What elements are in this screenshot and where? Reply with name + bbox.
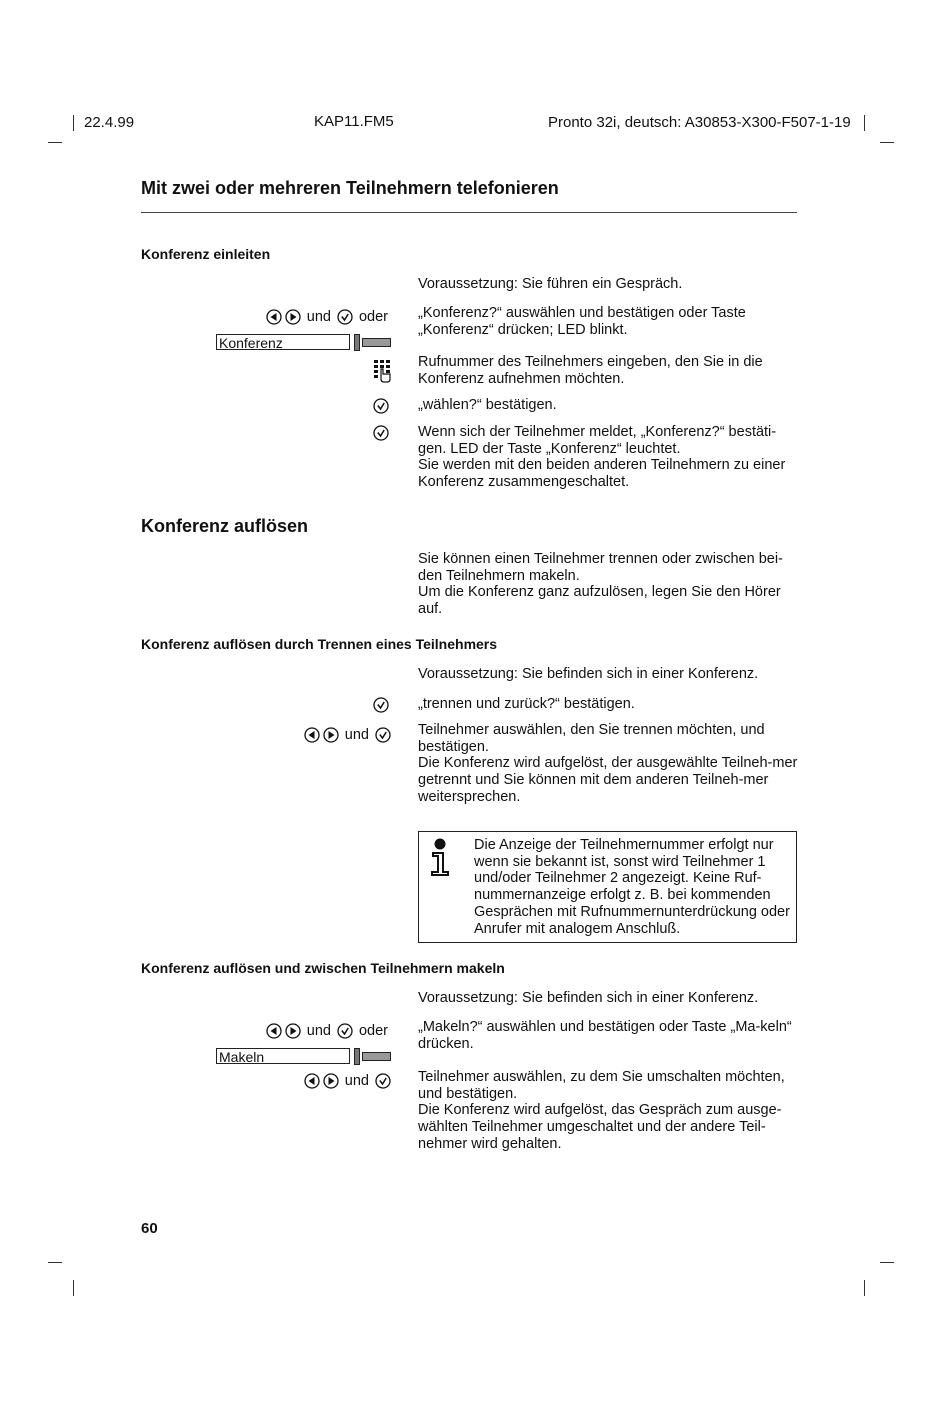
nav-instruction — [304, 1073, 391, 1089]
ok-icon — [375, 1073, 391, 1089]
precondition-text: Voraussetzung: Sie führen ein Gespräch. — [418, 276, 683, 292]
title-rule — [141, 212, 797, 213]
instruction-text: Rufnummer des Teilnehmers eingeben, den Sie in die Konferenz aufnehmen möchten. — [418, 354, 763, 387]
arrow-right-icon — [285, 309, 301, 325]
nav-instruction — [266, 309, 391, 325]
section-heading: Konferenz einleiten — [141, 246, 271, 262]
ok-icon — [373, 697, 389, 713]
header-doc: Pronto 32i, deutsch: A30853-X300-F507-1-19 — [548, 114, 851, 131]
ok-icon — [373, 398, 389, 414]
ok-icon — [373, 425, 389, 441]
nav-instruction — [266, 1023, 391, 1039]
oder-label: oder — [358, 309, 388, 325]
info-text: Die Anzeige der Teilnehmernummer erfolgt nur wenn sie bekannt ist, sonst wird Teilnehmer 1 und/oder Teilnehmer 2 angezeigt. Keine Ruf-nummernanzeige erfolgt z. B. bei kommenden Gesprächen mit Rufnummernunterdrückung oder Anrufer mit analogem Anschluß. — [474, 837, 790, 937]
ok-icon — [375, 727, 391, 743]
arrow-right-icon — [323, 727, 339, 743]
keypad-icon — [373, 359, 391, 383]
section-heading: Konferenz auflösen durch Trennen eines Teilnehmers — [141, 636, 498, 652]
crop-mark — [73, 1280, 74, 1296]
instruction-text: „wählen?“ bestätigen. — [418, 397, 557, 413]
led-indicator — [354, 1048, 360, 1065]
und-label: und — [344, 727, 369, 743]
header-date: 22.4.99 — [84, 114, 135, 131]
crop-mark — [864, 1280, 865, 1296]
precondition-text: Voraussetzung: Sie befinden sich in einer Konferenz. — [418, 990, 759, 1006]
header-file: KAP11.FM5 — [314, 113, 394, 130]
info-icon — [429, 838, 453, 878]
instruction-text: „Konferenz?“ auswählen und bestätigen oder Taste „Konferenz“ drücken; LED blinkt. — [418, 305, 746, 338]
crop-mark — [880, 142, 894, 143]
arrow-right-icon — [285, 1023, 301, 1039]
page-number: 60 — [141, 1220, 158, 1237]
arrow-left-icon — [266, 1023, 282, 1039]
instruction-text: Teilnehmer auswählen, zu dem Sie umschalten möchten, und bestätigen. Die Konferenz wird aufgelöst, das Gespräch zum ausge-wählten Teilnehmer umgeschaltet und der andere Teil-nehmer wird gehalten. — [418, 1069, 785, 1152]
intro-text: Sie können einen Teilnehmer trennen oder zwischen bei-den Teilnehmern makeln. Um die Konferenz ganz aufzulösen, legen Sie den Hörer auf. — [418, 551, 783, 618]
led-indicator — [354, 334, 360, 351]
oder-label: oder — [358, 1023, 388, 1039]
section-heading: Konferenz auflösen und zwischen Teilnehmern makeln — [141, 960, 505, 976]
arrow-left-icon — [266, 309, 282, 325]
ok-icon — [337, 309, 353, 325]
nav-instruction — [304, 727, 391, 743]
crop-mark — [880, 1262, 894, 1263]
crop-mark — [864, 115, 865, 131]
arrow-right-icon — [323, 1073, 339, 1089]
crop-mark — [48, 142, 62, 143]
crop-mark — [73, 115, 74, 131]
crop-mark — [48, 1262, 62, 1263]
arrow-left-icon — [304, 1073, 320, 1089]
instruction-text: Teilnehmer auswählen, den Sie trennen möchten, und bestätigen. Die Konferenz wird aufgelöst, der ausgewählte Teilneh-mer getrennt und Sie können mit dem anderen Teilneh-mer weitersprechen. — [418, 722, 798, 805]
key-button-icon — [362, 1052, 391, 1061]
ok-icon — [337, 1023, 353, 1039]
makeln-key: Makeln — [216, 1048, 350, 1064]
page-title: Mit zwei oder mehreren Teilnehmern telefonieren — [141, 178, 559, 198]
und-label: und — [306, 1023, 331, 1039]
section-heading: Konferenz auflösen — [141, 516, 309, 536]
precondition-text: Voraussetzung: Sie befinden sich in einer Konferenz. — [418, 666, 759, 682]
arrow-left-icon — [304, 727, 320, 743]
und-label: und — [344, 1073, 369, 1089]
key-button-icon — [362, 338, 391, 347]
und-label: und — [306, 309, 331, 325]
info-box — [418, 831, 797, 943]
instruction-text: „Makeln?“ auswählen und bestätigen oder Taste „Ma-keln“ drücken. — [418, 1019, 792, 1052]
konferenz-key: Konferenz — [216, 334, 350, 350]
instruction-text: Wenn sich der Teilnehmer meldet, „Konferenz?“ bestäti-gen. LED der Taste „Konferenz“ leuchtet. Sie werden mit den beiden anderen Teilnehmern zu einer Konferenz zusammengeschaltet. — [418, 424, 786, 491]
instruction-text: „trennen und zurück?“ bestätigen. — [418, 696, 635, 712]
